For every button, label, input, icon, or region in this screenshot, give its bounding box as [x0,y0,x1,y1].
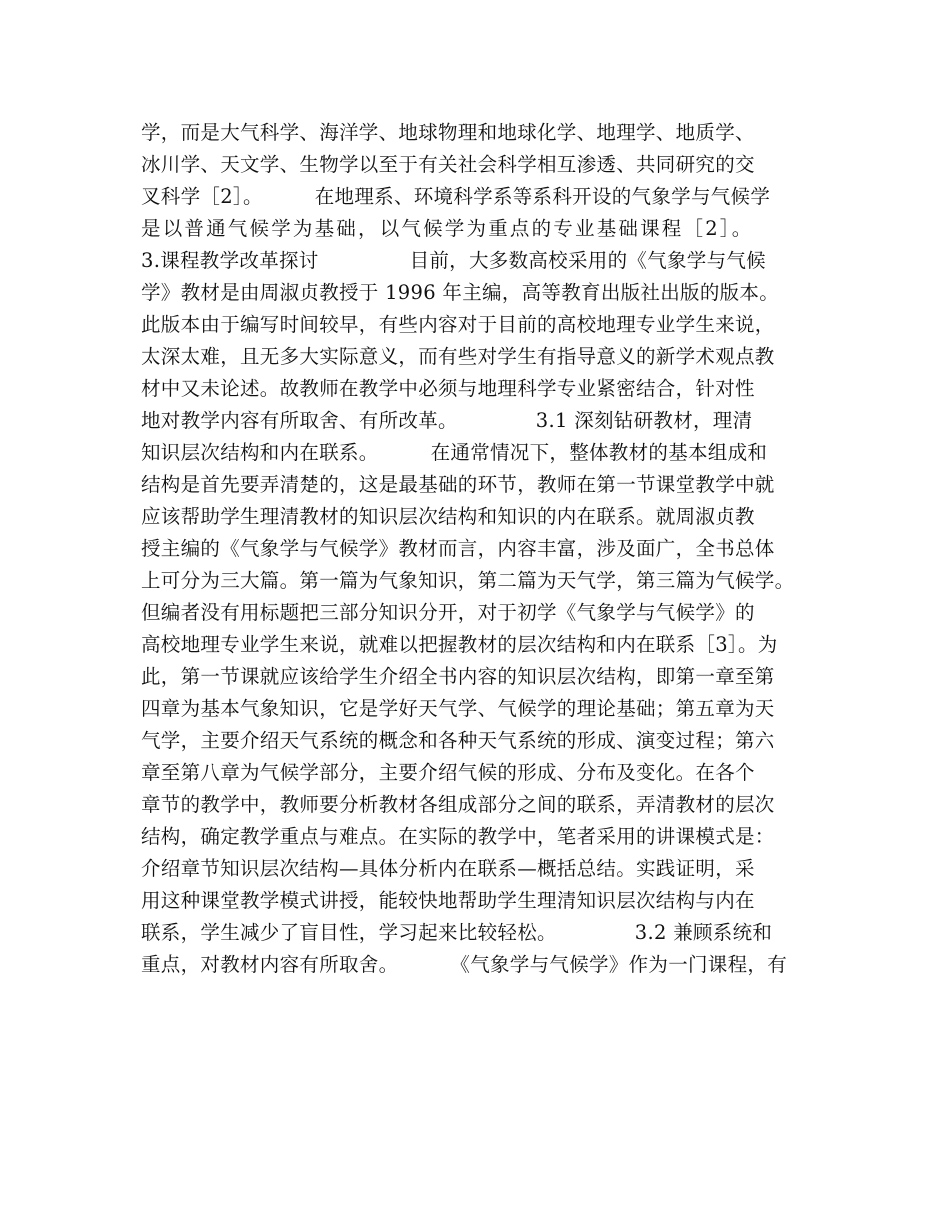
text-line: 地对教学内容有所取舍、有所改革。 3.1 深刻钻研教材，理清 [141,409,753,432]
text-line: 材中又未论述。故教师在教学中必须与地理科学专业紧密结合，针对性 [141,377,755,400]
text-line: 四章为基本气象知识，它是学好天气学、气候学的理论基础；第五章为天 [141,697,775,720]
text-line: 冰川学、天文学、生物学以至于有关社会科学相互渗透、共同研究的交 [141,153,755,176]
text-line: 此，第一节课就应该给学生介绍全书内容的知识层次结构，即第一章至第 [141,665,775,688]
text-line: 3.课程教学改革探讨 目前，大多数高校采用的《气象学与气候 [141,249,766,272]
text-line: 叉科学［2］。 在地理系、环境科学系等系科开设的气象学与气候学 [141,185,771,208]
text-line: 结构是首先要弄清楚的，这是最基础的环节，教师在第一节课堂教学中就 [141,473,775,496]
text-line: 高校地理专业学生来说，就难以把握教材的层次结构和内在联系［3］。为 [141,633,778,656]
text-line: 联系，学生减少了盲目性，学习起来比较轻松。 3.2 兼顾系统和 [141,921,773,944]
text-line: 学，而是大气科学、海洋学、地球物理和地球化学、地理学、地质学、 [141,121,755,144]
text-line: 此版本由于编写时间较早，有些内容对于目前的高校地理专业学生来说， [141,313,775,336]
text-line: 但编者没有用标题把三部分知识分开，对于初学《气象学与气候学》的 [141,601,755,624]
text-line: 知识层次结构和内在联系。 在通常情况下，整体教材的基本组成和 [141,441,768,464]
text-line: 授主编的《气象学与气候学》教材而言，内容丰富，涉及面广，全书总体 [141,537,775,560]
text-line: 太深太难，且无多大实际意义，而有些对学生有指导意义的新学术观点教 [141,345,775,368]
text-line: 是以普通气候学为基础，以气候学为重点的专业基础课程［2］。 [141,217,754,240]
text-line: 用这种课堂教学模式讲授，能较快地帮助学生理清知识层次结构与内在 [141,889,755,912]
text-line: 章节的教学中，教师要分析教材各组成部分之间的联系，弄清教材的层次 [141,793,775,816]
text-line: 学》教材是由周淑贞教授于 1996 年主编，高等教育出版社出版的版本。 [141,281,780,304]
text-line: 上可分为三大篇。第一篇为气象知识，第二篇为天气学，第三篇为气候学。 [141,569,795,592]
text-line: 章至第八章为气候学部分，主要介绍气候的形成、分布及变化。在各个 [141,761,755,784]
body-text [141,117,821,981]
text-line: 气学，主要介绍天气系统的概念和各种天气系统的形成、演变过程；第六 [141,729,775,752]
text-line: 重点，对教材内容有所取舍。 《气象学与气候学》作为一门课程，有 [141,953,787,976]
text-line: 介绍章节知识层次结构—具体分析内在联系—概括总结。实践证明，采 [141,857,755,880]
text-line: 结构，确定教学重点与难点。在实际的教学中，笔者采用的讲课模式是： [141,825,775,848]
text-line: 应该帮助学生理清教材的知识层次结构和知识的内在联系。就周淑贞教 [141,505,755,528]
